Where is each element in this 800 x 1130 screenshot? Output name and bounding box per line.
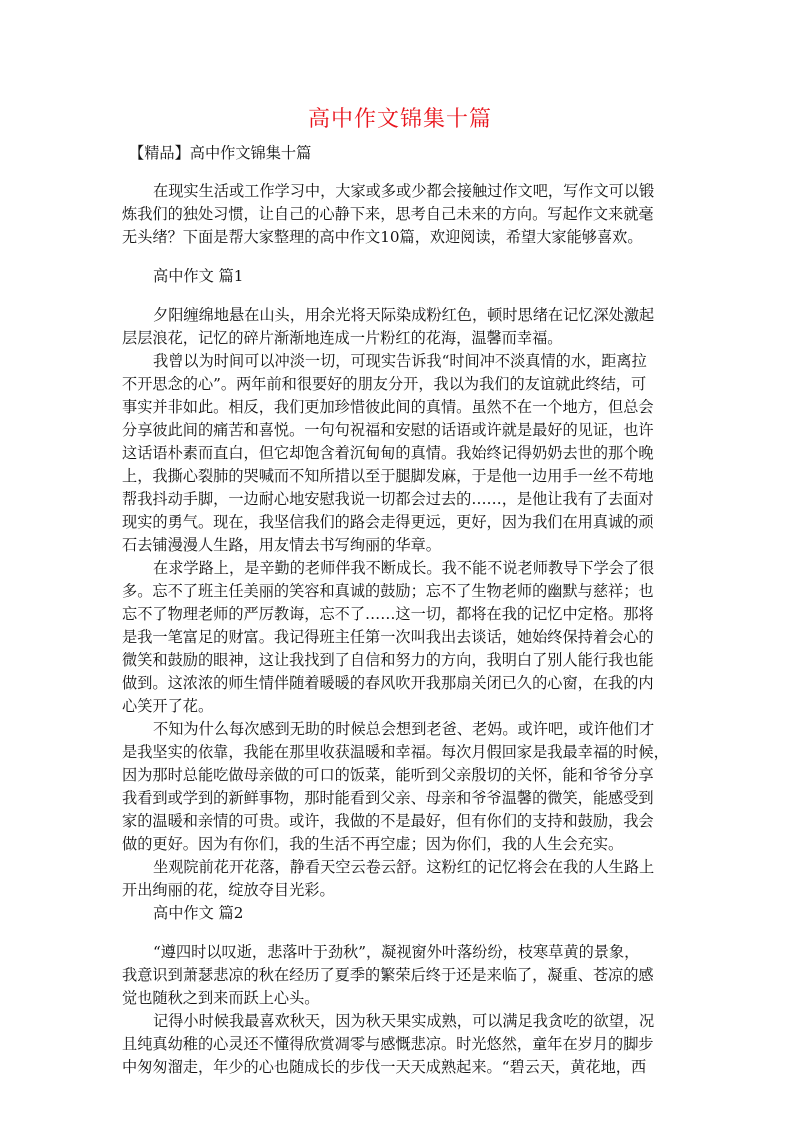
section1-line: 坐观院前花开花落，静看天空云卷云舒。这粉红的记忆将会在我的人生路上 bbox=[153, 858, 655, 876]
section1-line: 现实的勇气。现在，我坚信我们的路会走得更远，更好，因为我们在用真诚的顽 bbox=[122, 513, 654, 531]
section1-line: 做到。这浓浓的师生情伴随着暖暖的春风吹开我那扇关闭已久的心窗，在我的内 bbox=[122, 674, 654, 692]
section1-line: 微笑和鼓励的眼神，这让我找到了自信和努力的方向，我明白了别人能行我也能 bbox=[122, 651, 654, 669]
document-title: 高中作文锦集十篇 bbox=[307, 107, 492, 132]
section2-line: “遵四时以叹逝，悲落叶于劲秋”，凝视窗外叶落纷纷，枝寒草黄的景象， bbox=[153, 943, 640, 961]
section1-line: 不知为什么每次感到无助的时候总会想到老爸、老妈。或许吧，或许他们才 bbox=[153, 720, 655, 738]
section1-line: 层层浪花，记忆的碎片渐渐地连成一片粉红的花海，温馨而幸福。 bbox=[122, 329, 563, 347]
section2-line: 且纯真幼稚的心灵还不懂得欣赏凋零与感慨悲凉。时光悠然，童年在岁月的脚步 bbox=[122, 1035, 654, 1053]
section1-line: 我曾以为时间可以冲淡一切，可现实告诉我“时间冲不淡真情的水，距离拉 bbox=[153, 352, 647, 370]
intro-line: 炼我们的独处习惯，让自己的心静下来，思考自己未来的方向。写起作文来就毫 bbox=[122, 205, 654, 223]
section1-line: 是我坚实的依靠，我能在那里收获温暖和幸福。每次月假回家是我最幸福的时候， bbox=[122, 743, 669, 761]
section1-line: 这话语朴素而直白，但它却饱含着沉甸甸的真情。我始终记得奶奶去世的那个晚 bbox=[122, 444, 654, 462]
section1-line: 石去铺漫漫人生路，用友情去书写绚丽的华章。 bbox=[122, 536, 441, 554]
section1-line: 多。忘不了班主任美丽的笑容和真诚的鼓励；忘不了生物老师的幽默与慈祥；也 bbox=[122, 582, 654, 600]
document-subtitle: 【精品】高中作文锦集十篇 bbox=[129, 144, 312, 162]
section-heading: 高中作文 篇2 bbox=[153, 904, 244, 922]
section2-line: 中匆匆溜走，年少的心也随成长的步伐一天天成熟起来。“碧云天，黄花地，西 bbox=[122, 1058, 647, 1076]
section1-line: 帮我抖动手脚，一边耐心地安慰我说一切都会过去的……，是他让我有了去面对 bbox=[122, 490, 654, 508]
section1-line: 在求学路上，是辛勤的老师伴我不断成长。我不能不说老师教导下学会了很 bbox=[153, 559, 655, 577]
section1-line: 是我一笔富足的财富。我记得班主任第一次叫我出去谈话，她始终保持着会心的 bbox=[122, 628, 654, 646]
section1-line: 事实并非如此。相反，我们更加珍惜彼此间的真情。虽然不在一个地方，但总会 bbox=[122, 398, 654, 416]
section1-line: 我看到或学到的新鲜事物，那时能看到父亲、母亲和爷爷温馨的微笑，能感受到 bbox=[122, 789, 654, 807]
section1-line: 上，我撕心裂肺的哭喊而不知所措以至于腿脚发麻，于是他一边用手一丝不苟地 bbox=[122, 467, 654, 485]
section2-line: 记得小时候我最喜欢秋天，因为秋天果实成熟，可以满足我贪吃的欲望，况 bbox=[153, 1012, 655, 1030]
section1-line: 家的温暖和亲情的可贵。或许，我做的不是最好，但有你们的支持和鼓励，我会 bbox=[122, 812, 654, 830]
intro-line: 在现实生活或工作学习中，大家或多或少都会接触过作文吧，写作文可以锻 bbox=[153, 182, 655, 200]
section1-line: 因为那时总能吃做母亲做的可口的饭菜，能听到父亲殷切的关怀，能和爷爷分享 bbox=[122, 766, 654, 784]
section1-line: 不开思念的心”。两年前和很要好的朋友分开，我以为我们的友谊就此终结，可 bbox=[122, 375, 647, 393]
section2-line: 我意识到萧瑟悲凉的秋在经历了夏季的繁荣后终于还是来临了，凝重、苍凉的感 bbox=[122, 966, 654, 984]
section1-line: 做的更好。因为有你们，我的生活不再空虚；因为你们，我的人生会充实。 bbox=[122, 835, 624, 853]
intro-line: 无头绪？下面是帮大家整理的高中作文10篇，欢迎阅读，希望大家能够喜欢。 bbox=[122, 228, 643, 246]
section2-line: 觉也随秋之到来而跃上心头。 bbox=[122, 989, 320, 1007]
section1-line: 分享彼此间的痛苦和喜悦。一句句祝福和安慰的话语或许就是最好的见证，也许 bbox=[122, 421, 654, 439]
section-heading: 高中作文 篇1 bbox=[153, 267, 244, 285]
section1-line: 夕阳缠绵地悬在山头，用余光将天际染成粉红色，顿时思绪在记忆深处激起 bbox=[153, 306, 655, 324]
section1-line: 忘不了物理老师的严厉教诲，忘不了……这一切，都将在我的记忆中定格。那将 bbox=[122, 605, 654, 623]
section1-line: 开出绚丽的花，绽放夺目光彩。 bbox=[122, 881, 335, 899]
section1-line: 心笑开了花。 bbox=[122, 697, 214, 715]
